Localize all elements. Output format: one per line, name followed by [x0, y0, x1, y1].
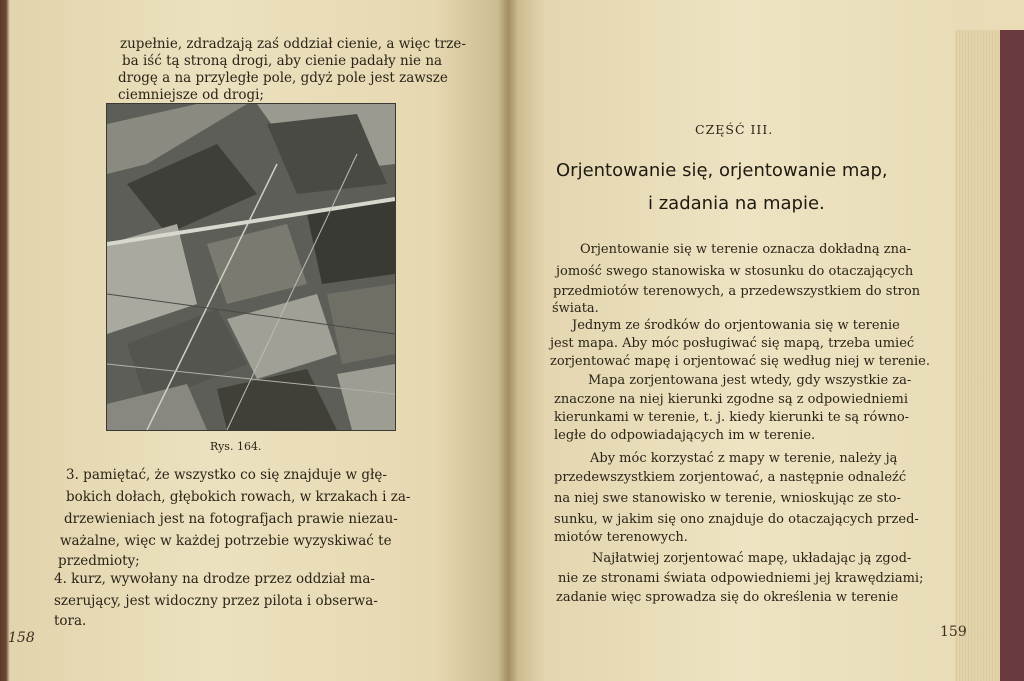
book-gutter: [498, 0, 518, 681]
body-line: Mapa zorjentowana jest wtedy, gdy wszystkie za-: [588, 373, 912, 388]
chapter-title-line2: i zadania na mapie.: [648, 193, 825, 214]
item3-line: 3. pamiętać, że wszystko co się znajduje w głę-: [66, 467, 387, 483]
item4-line: tora.: [54, 613, 87, 629]
body-line: miotów terenowych.: [554, 530, 688, 545]
body-line: przedmiotów terenowych, a przedewszystkiem do stron: [553, 284, 921, 299]
book-cover: [1000, 30, 1024, 681]
body-line: znaczone na niej kierunki zgodne są z odpowiedniemi: [554, 392, 908, 407]
part-heading: CZĘŚĆ III.: [695, 122, 774, 137]
intro-line: ciemniejsze od drogi;: [118, 87, 264, 103]
body-line: Orjentowanie się w terenie oznacza dokładną zna-: [580, 242, 912, 257]
body-line: Najłatwiej zorjentować mapę, układając ją zgod-: [592, 551, 912, 566]
chapter-title-line1: Orjentowanie się, orjentowanie map,: [556, 160, 888, 181]
body-line: zorjentować mapę i orjentować się według niej w terenie.: [550, 354, 930, 369]
item3-line: ważalne, więc w każdej potrzebie wyzyskiwać te: [60, 533, 392, 549]
body-line: ległe do odpowiadających im w terenie.: [554, 428, 816, 443]
item4-line: szerujący, jest widoczny przez pilota i obserwa-: [54, 593, 378, 609]
body-line: jest mapa. Aby móc posługiwać się mapą, trzeba umieć: [550, 336, 915, 351]
body-line: nie ze stronami świata odpowiedniemi jej krawędziami;: [558, 571, 924, 586]
body-line: Jednym ze środków do orjentowania się w terenie: [572, 318, 900, 333]
intro-line: zupełnie, zdradzają zaś oddział cienie, a więc trze-: [120, 36, 466, 52]
aerial-photograph: [106, 103, 396, 431]
body-line: zadanie więc sprowadza się do określenia w terenie: [556, 590, 899, 605]
intro-line: ba iść tą stroną drogi, aby cienie padały nie na: [122, 53, 443, 69]
item3-line: drzewieniach jest na fotografjach prawie niezau-: [64, 511, 398, 527]
item4-line: 4. kurz, wywołany na drodze przez oddział ma-: [54, 571, 375, 587]
body-line: kierunkami w terenie, t. j. kiedy kierunki te są równo-: [554, 410, 910, 425]
item3-line: bokich dołach, głębokich rowach, w krzakach i za-: [66, 489, 411, 505]
page-number-left: 158: [8, 630, 35, 646]
item3-line: przedmioty;: [58, 553, 140, 569]
body-line: przedewszystkiem zorjentować, a następnie odnaleźć: [554, 470, 907, 485]
aerial-photo-image: [107, 104, 395, 430]
intro-line: drogę a na przyległe pole, gdyż pole jest zawsze: [118, 70, 448, 86]
body-line: świata.: [552, 301, 599, 316]
page-number-right: 159: [940, 624, 967, 640]
body-line: na niej swe stanowisko w terenie, wnioskując ze sto-: [554, 491, 901, 506]
figure-caption: Rys. 164.: [210, 440, 262, 453]
body-line: jomość swego stanowiska w stosunku do otaczających: [556, 264, 914, 279]
body-line: Aby móc korzystać z mapy w terenie, należy ją: [590, 451, 898, 466]
body-line: sunku, w jakim się ono znajduje do otaczających przed-: [554, 512, 919, 527]
